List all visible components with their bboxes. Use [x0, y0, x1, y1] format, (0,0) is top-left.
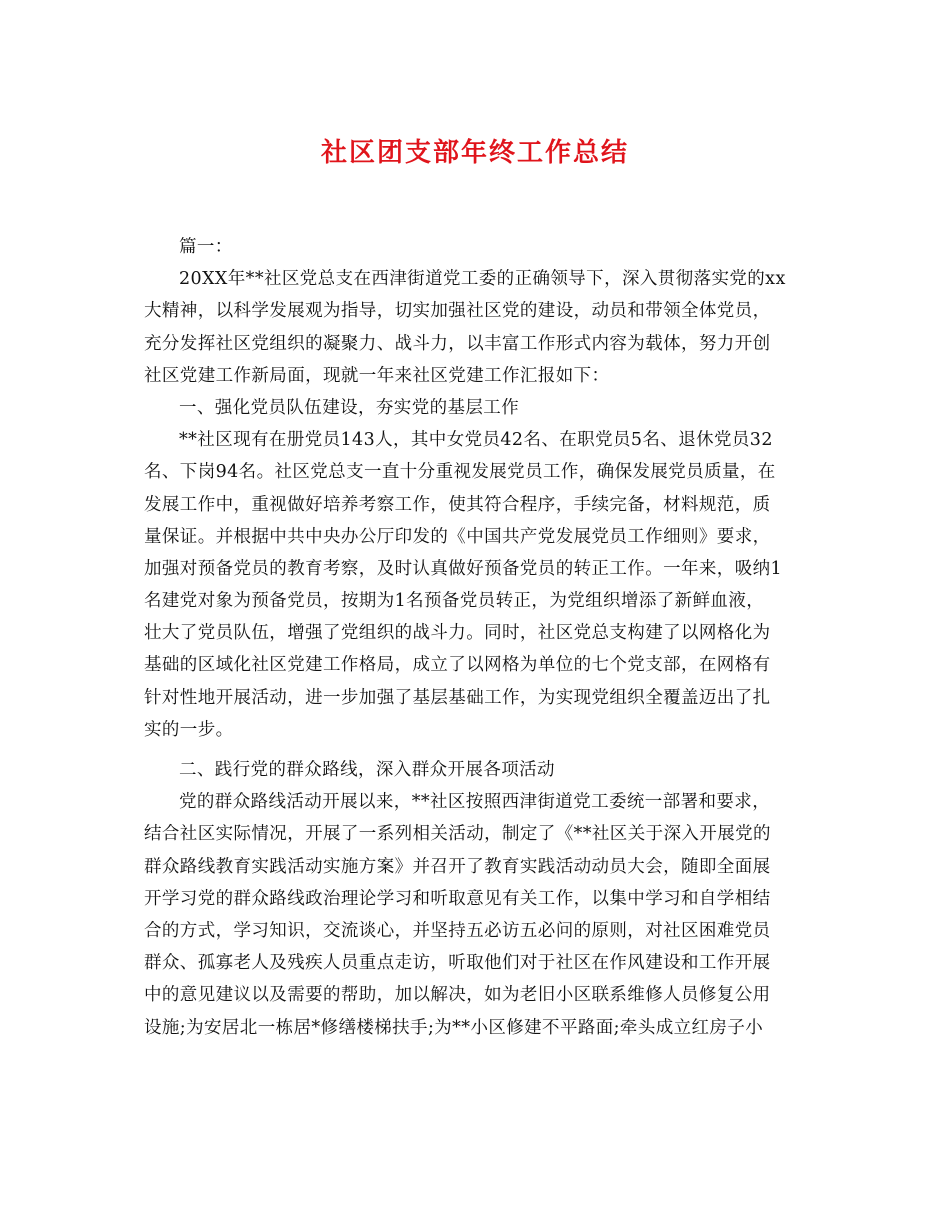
text-line: 大精神，以科学发展观为指导，切实加强社区党的建设，动员和带领全体党员，	[144, 301, 771, 322]
text-line: 实的一步。	[144, 719, 234, 740]
text-line: 社区党建工作新局面，现就一年来社区党建工作汇报如下：	[144, 365, 610, 386]
document-body	[144, 231, 812, 1044]
document-title: 社区团支部年终工作总结	[320, 138, 629, 168]
text-line: 加强对预备党员的教育考察，及时认真做好预备党员的转正工作。一年来，吸纳1	[144, 558, 783, 579]
text-line: 群众路线教育实践活动实施方案》并召开了教育实践活动动员大会，随即全面展	[144, 856, 771, 877]
text-line: 一、强化党员队伍建设，夯实党的基层工作	[179, 397, 520, 418]
text-line: 群众、孤寡老人及残疾人员重点走访，听取他们对于社区在作风建设和工作开展	[144, 953, 771, 974]
text-line: 针对性地开展活动，进一步加强了基层基础工作，为实现党组织全覆盖迈出了扎	[144, 687, 771, 708]
text-line: 开学习党的群众路线政治理论学习和听取意见有关工作，以集中学习和自学相结	[144, 888, 771, 909]
text-line: 二、践行党的群众路线，深入群众开展各项活动	[179, 760, 555, 780]
text-line: **社区现有在册党员143人，其中女党员42名、在职党员5名、退休党员32	[179, 430, 773, 451]
text-line: 设施;为安居北一栋居*修缮楼梯扶手;为**小区修建不平路面;牵头成立红房子小	[144, 1017, 764, 1038]
text-line: 基础的区域化社区党建工作格局，成立了以网格为单位的七个党支部，在网格有	[144, 655, 771, 676]
text-line: 充分发挥社区党组织的凝聚力、战斗力，以丰富工作形式内容为载体，努力开创	[144, 333, 771, 354]
text-line: 结合社区实际情况，开展了一系列相关活动，制定了《**社区关于深入开展党的	[144, 824, 771, 845]
paragraph-gap	[144, 746, 812, 754]
text-line: 发展工作中，重视做好培养考察工作，使其符合程序，手续完备，材料规范，质	[144, 494, 771, 515]
text-line: 合的方式，学习知识，交流谈心，并坚持五必访五必问的原则，对社区困难党员	[144, 920, 771, 941]
text-line: 量保证。并根据中共中央办公厅印发的《中国共产党发展党员工作细则》要求，	[144, 526, 771, 547]
text-line: 中的意见建议以及需要的帮助，加以解决，如为老旧小区联系维修人员修复公用	[144, 985, 771, 1006]
text-line: 名、下岗94名。社区党总支一直十分重视发展党员工作，确保发展党员质量，在	[144, 462, 776, 483]
text-line: 壮大了党员队伍，增强了党组织的战斗力。同时，社区党总支构建了以网格化为	[144, 623, 771, 644]
text-line: 20XX年**社区党总支在西津街道党工委的正确领导下，深入贯彻落实党的xx	[179, 269, 786, 290]
text-line: 党的群众路线活动开展以来，**社区按照西津街道党工委统一部署和要求，	[179, 792, 771, 813]
text-line: 名建党对象为预备党员，按期为1名预备党员转正，为党组织增添了新鲜血液，	[144, 591, 765, 612]
text-line: 篇一：	[179, 237, 233, 257]
